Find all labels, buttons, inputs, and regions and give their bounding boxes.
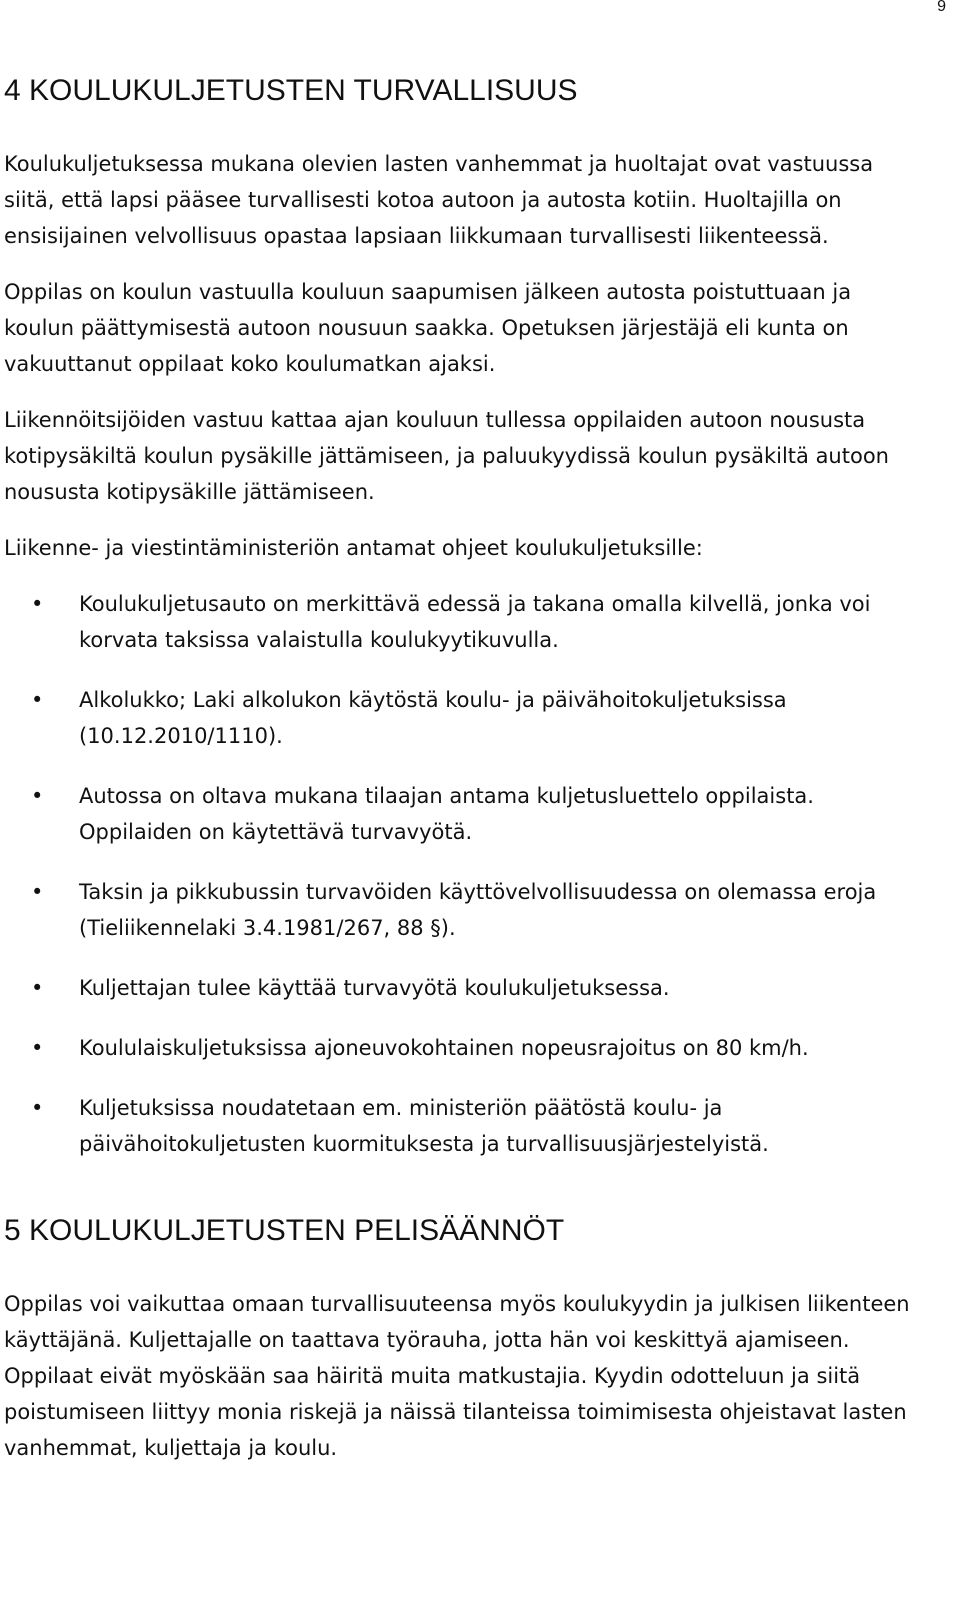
guideline-list <box>4 586 926 1162</box>
section-4-heading: 4 KOULUKULJETUSTEN TURVALLISUUS <box>4 74 578 107</box>
document-body <box>4 72 926 1486</box>
list-item <box>4 778 926 850</box>
bullet-icon: • <box>31 1036 44 1060</box>
list-item-text: Kuljetuksissa noudatetaan em. ministeriön päätöstä koulu- ja päivähoitokuljetusten kuormituksesta ja turvallisuusjärjestelyistä. <box>79 1096 769 1156</box>
list-item <box>4 1030 926 1066</box>
list-item-text: Koulukuljetusauto on merkittävä edessä ja takana omalla kilvellä, jonka voi korvata taksissa valaistulla koulukyytikuvulla. <box>79 592 871 652</box>
bullet-icon: • <box>31 976 44 1000</box>
list-item-text: Koululaiskuljetuksissa ajoneuvokohtainen nopeusrajoitus on 80 km/h. <box>79 1036 809 1060</box>
list-item <box>4 682 926 754</box>
bullet-icon: • <box>31 784 44 808</box>
list-item-text: Alkolukko; Laki alkolukon käytöstä koulu- ja päivähoitokuljetuksissa (10.12.2010/1110). <box>79 688 787 748</box>
section-4-paragraph: Oppilas on koulun vastuulla kouluun saapumisen jälkeen autosta poistuttuaan ja koulun päättymisestä autoon nousuun saakka. Opetuksen järjestäjä eli kunta on vakuuttanut oppilaat koko koulumatkan ajaksi. <box>4 280 852 376</box>
bullet-icon: • <box>31 688 44 712</box>
list-item-text: Taksin ja pikkubussin turvavöiden käyttövelvollisuudessa on olemassa eroja (Tieliikennelaki 3.4.1981/267, 88 §). <box>79 880 877 940</box>
list-item <box>4 1090 926 1162</box>
section-5-paragraph: Oppilas voi vaikuttaa omaan turvallisuuteensa myös koulukyydin ja julkisen liikenteen käyttäjänä. Kuljettajalle on taattava työrauha, jotta hän voi keskittyä ajamiseen. Oppilaat eivät myöskään saa häiritä muita matkustajia. Kyydin odotteluun ja siitä poistumiseen liittyy monia riskejä ja näissä tilanteissa toimimisesta ohjeistavat lasten vanhemmat, kuljettaja ja koulu. <box>4 1292 910 1460</box>
section-4-list-intro: Liikenne- ja viestintäministeriön antamat ohjeet koulukuljetuksille: <box>4 536 703 560</box>
section-4-paragraph: Koulukuljetuksessa mukana olevien lasten vanhemmat ja huoltajat ovat vastuussa siitä, että lapsi pääsee turvallisesti kotoa autoon ja autosta kotiin. Huoltajilla on ensisijainen velvollisuus opastaa lapsiaan liikkumaan turvallisesti liikenteessä. <box>4 152 874 248</box>
bullet-icon: • <box>31 592 44 616</box>
list-item <box>4 970 926 1006</box>
list-item-text: Autossa on oltava mukana tilaajan antama kuljetusluettelo oppilaista. Oppilaiden on käytettävä turvavyötä. <box>79 784 814 844</box>
page-number: 9 <box>937 0 946 15</box>
list-item <box>4 586 926 658</box>
section-5-heading: 5 KOULUKULJETUSTEN PELISÄÄNNÖT <box>4 1214 565 1247</box>
list-item <box>4 874 926 946</box>
bullet-icon: • <box>31 880 44 904</box>
section-4-paragraph: Liikennöitsijöiden vastuu kattaa ajan kouluun tullessa oppilaiden autoon noususta kotipysäkiltä koulun pysäkille jättämiseen, ja paluukyydissä koulun pysäkiltä autoon noususta kotipysäkille jättämiseen. <box>4 408 889 504</box>
bullet-icon: • <box>31 1096 44 1120</box>
list-item-text: Kuljettajan tulee käyttää turvavyötä koulukuljetuksessa. <box>79 976 670 1000</box>
